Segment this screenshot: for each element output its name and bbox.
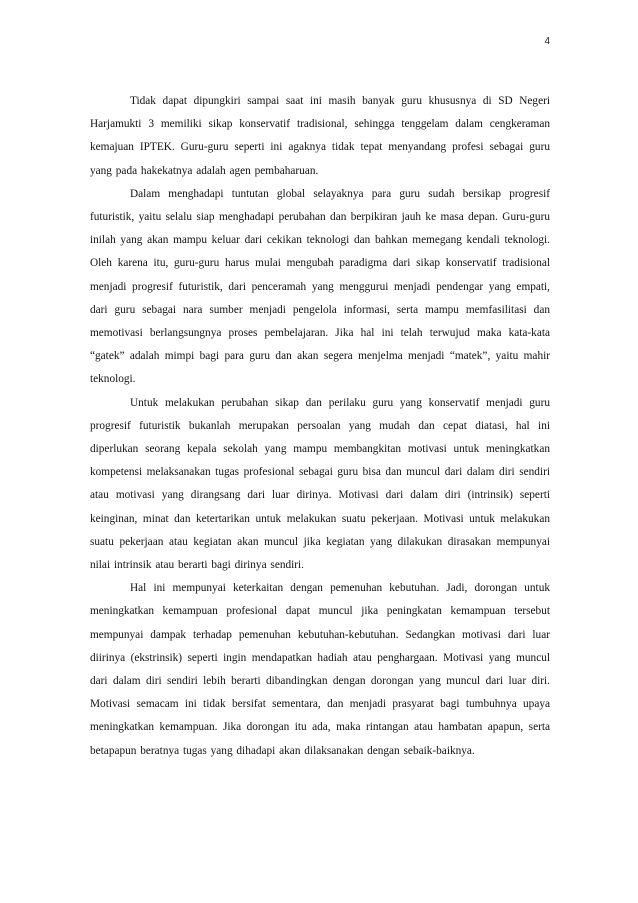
paragraph-2: Dalam menghadapi tuntutan global selayaknya para guru sudah bersikap progresif futuristik, yaitu selalu siap menghadapi perubahan dan berpikiran jauh ke masa depan. Guru-guru inilah yang akan mampu keluar dari cekikan teknologi dan bahkan memegang kendali teknologi. Oleh karena itu, guru-guru harus mulai mengubah paradigma dari sikap konservatif tradisional menjadi progresif futuristik, dari penceramah yang menggurui menjadi pendengar yang empati, dari guru sebagai nara sumber menjadi pengelola informasi, serta mampu memfasilitasi dan memotivasi berlangsungnya proses pembelajaran. Jika hal ini telah terwujud maka kata-kata “gatek” adalah mimpi bagi para guru dan akan segera menjelma menjadi “matek”, yaitu mahir teknologi. [90,187,550,386]
body-text [90,90,550,763]
paragraph-4: Hal ini mempunyai keterkaitan dengan pemenuhan kebutuhan. Jadi, dorongan untuk meningkatkan kemampuan profesional dapat muncul jika peningkatan kemampuan tersebut mempunyai dampak terhadap pemenuhan kebutuhan-kebutuhan. Sedangkan motivasi dari luar diirinya (ekstrinsik) seperti ingin mendapatkan hadiah atau penghargaan. Motivasi yang muncul dari dalam diri sendiri lebih berarti dibandingkan dengan dorongan yang muncul dari luar diri. Motivasi semacam ini tidak bersifat sementara, dan menjadi prasyarat bagi tumbuhnya upaya meningkatkan kemampuan. Jika dorongan itu ada, maka rintangan atau hambatan apapun, serta betapapun beratnya tugas yang dihadapi akan dilaksanakan dengan sebaik-baiknya. [90,582,550,757]
paragraph-3: Untuk melakukan perubahan sikap dan perilaku guru yang konservatif menjadi guru progresif futuristik bukanlah merupakan persoalan yang mudah dan cepat diatasi, hal ini diperlukan seorang kepala sekolah yang mampu membangkitan motivasi untuk meningkatkan kompetensi melaksanakan tugas profesional sebagai guru bisa dan muncul dari dalam diri sendiri atau motivasi yang dirangsang dari luar dirinya. Motivasi dari dalam diri (intrinsik) seperti keinginan, minat dan ketertarikan untuk melakukan suatu pekerjaan. Motivasi untuk melakukan suatu pekerjaan atau kegiatan akan muncul jika kegiatan yang dilakukan dirasakan mempunyai nilai intrinsik atau berarti bagi dirinya sendiri. [90,396,550,572]
page-number: 4 [544,36,550,47]
paragraph-1: Tidak dapat dipungkiri sampai saat ini masih banyak guru khususnya di SD Negeri Harjamukti 3 memiliki sikap konservatif tradisional, sehingga tenggelam dalam cengkeraman kemajuan IPTEK. Guru-guru seperti ini agaknya tidak tepat menyandang profesi sebagai guru yang pada hakekatnya adalah agen pembaharuan. [90,95,550,177]
